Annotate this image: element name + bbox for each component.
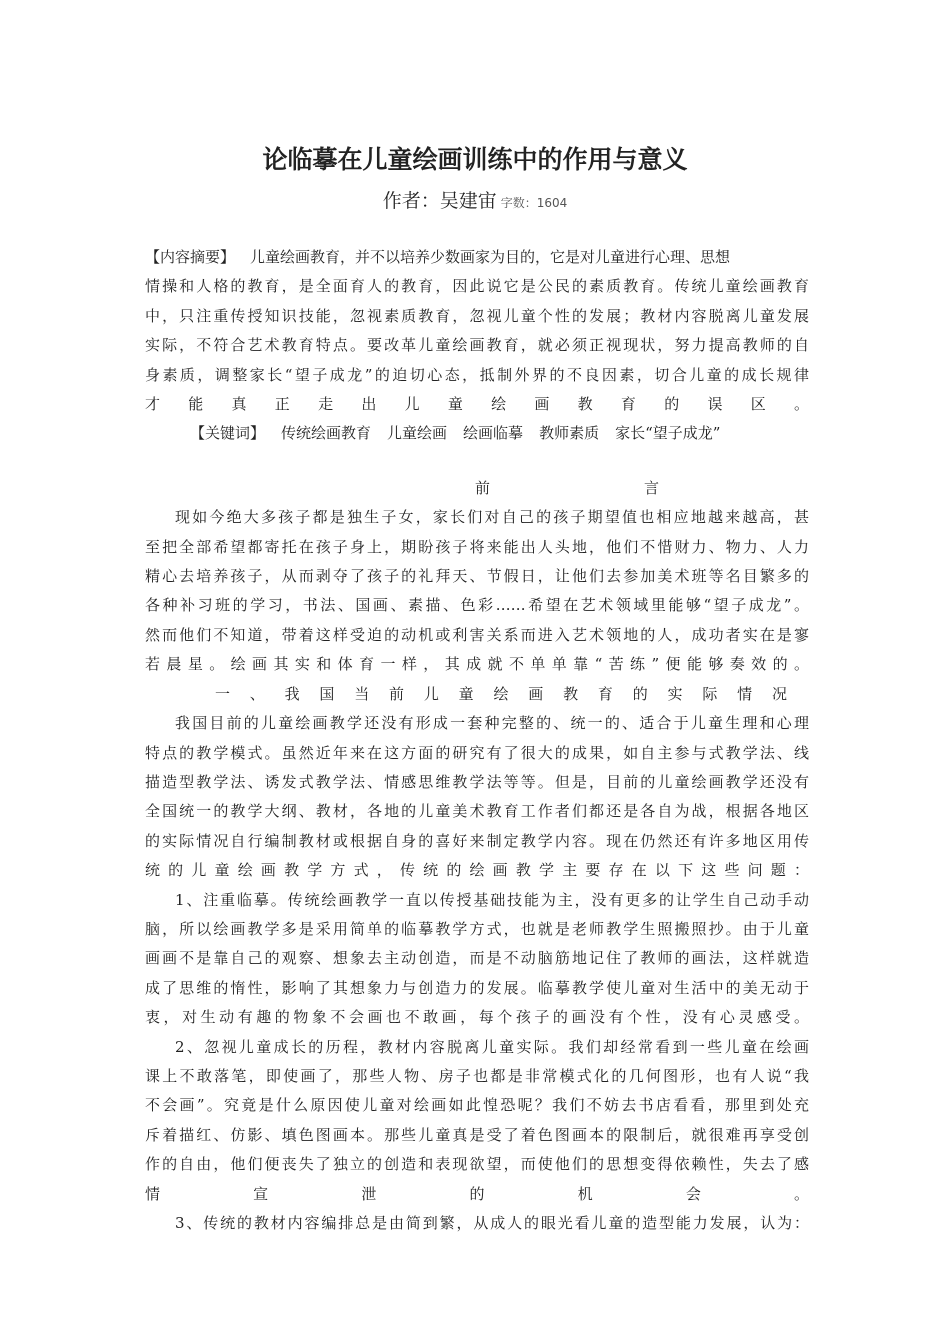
keywords-line: [145, 419, 809, 448]
keyword: 绘画临摹: [463, 424, 524, 443]
document-title: 论临摹在儿童绘画训练中的作用与意义: [262, 145, 688, 174]
keywords-label: 【关键词】: [190, 424, 266, 443]
preface-line: 现如今绝大多孩子都是独生子女，家长们对自己的孩子期望值也相应地越来越高，甚: [175, 508, 809, 527]
keyword: 家长“望子成龙”: [615, 424, 721, 443]
section-line: 全国统一的教学大纲、教材，各地的儿童美术教育工作者们都还是各自为战，根据各地区: [145, 802, 809, 821]
item-line: 衷，对生动有趣的物象不会画也不敢画，每个孩子的画没有个性，没有心灵感受。: [145, 1008, 809, 1027]
abstract-line: 【内容摘要】 儿童绘画教育，并不以培养少数画家为目的，它是对儿童进行心理、思想: [145, 248, 731, 266]
item-line: 情宣泄的机会。: [145, 1184, 809, 1203]
document-body: [145, 243, 809, 1238]
keyword: 儿童绘画: [387, 424, 448, 443]
preface-line: 至把全部希望都寄托在孩子身上，期盼孩子将来能出人头地，他们不惜财力、物力、人力: [145, 537, 809, 556]
preface-line: 各种补习班的学习，书法、国画、素描、色彩……希望在艺术领域里能够“望子成龙”。: [145, 596, 809, 615]
section-line: 我国目前的儿童绘画教学还没有形成一套种完整的、统一的、适合于儿童生理和心理: [175, 714, 809, 733]
abstract-line: 情操和人格的教育，是全面育人的教育，因此说它是公民的素质教育。传统儿童绘画教育: [145, 277, 809, 296]
item-line: 课上不敢落笔，即使画了，那些人物、房子也都是非常模式化的几何图形，也有人说“我: [145, 1066, 809, 1085]
item-line: 作的自由，他们便丧失了独立的创造和表现欲望，而使他们的思想变得依赖性，失去了感: [145, 1155, 809, 1174]
abstract-label: 【内容摘要】: [145, 248, 236, 266]
keyword: 传统绘画教育: [281, 424, 372, 443]
item-line: 3、传统的教材内容编排总是由简到繁，从成人的眼光看儿童的造型能力发展，认为：: [175, 1214, 809, 1232]
author-line: [0, 186, 950, 213]
item-line: 不会画”。究竟是什么原因使儿童对绘画如此惶恐呢？我们不妨去书店看看，那里到处充: [145, 1096, 809, 1115]
item-line: 脑，所以绘画教学多是采用简单的临摹教学方式，也就是老师教学生照搬照抄。由于儿童: [145, 919, 809, 938]
preface-line: 精心去培养孩子，从而剥夺了孩子的礼拜天、节假日，让他们去参加美术班等名目繁多的: [145, 567, 809, 586]
item-line: 2、忽视儿童成长的历程，教材内容脱离儿童实际。我们却经常看到一些儿童在绘画: [175, 1037, 809, 1056]
abstract-line: 身素质，调整家长“望子成龙”的迫切心态，抵制外界的不良因素，切合儿童的成长规律: [145, 365, 809, 384]
section-line: 统的儿童绘画教学方式，传统的绘画教学主要存在以下这些问题：: [145, 861, 809, 880]
preface-line: 然而他们不知道，带着这样受迫的动机或利害关系而进入艺术领地的人，成功者实在是寥: [145, 625, 809, 644]
item-line: 画画不是靠自己的观察、想象去主动创造，而是不动脑筋地记住了教师的画法，这样就造: [145, 949, 809, 968]
item-line: 1、注重临摹。传统绘画教学一直以传授基础技能为主，没有更多的让学生自己动手动: [175, 890, 809, 909]
author-name: 作者：吴建宙: [382, 190, 497, 212]
preface-heading: 前言: [475, 478, 659, 497]
word-count: 字数：1604: [500, 196, 568, 210]
abstract-line: 才能真正走出儿童绘画教育的误区。: [145, 395, 809, 414]
section-line: 描造型教学法、诱发式教学法、情感思维教学法等等。但是，目前的儿童绘画教学还没有: [145, 772, 809, 791]
item-line: 成了思维的惰性，影响了其想象力与创造力的发展。临摹教学使儿童对生活中的美无动于: [145, 978, 809, 997]
preface-line: 若晨星。绘画其实和体育一样，其成就不单单靠“苦练”便能够奏效的。: [145, 655, 809, 674]
section-line: 特点的教学模式。虽然近年来在这方面的研究有了很大的成果，如自主参与式教学法、线: [145, 743, 809, 762]
abstract-line: 实际，不符合艺术教育特点。要改革儿童绘画教育，就必须正视现状，努力提高教师的自: [145, 336, 809, 355]
section-heading: 一、我国当前儿童绘画教育的实际情况: [215, 684, 787, 703]
keyword: 教师素质: [539, 424, 600, 443]
item-line: 斥着描红、仿影、填色图画本。那些儿童真是受了着色图画本的限制后，就很难再享受创: [145, 1125, 809, 1144]
abstract-line: 中，只注重传授知识技能，忽视素质教育，忽视儿童个性的发展；教材内容脱离儿童发展: [145, 306, 809, 325]
section-line: 的实际情况自行编制教材或根据自身的喜好来制定教学内容。现在仍然还有许多地区用传: [145, 831, 809, 850]
